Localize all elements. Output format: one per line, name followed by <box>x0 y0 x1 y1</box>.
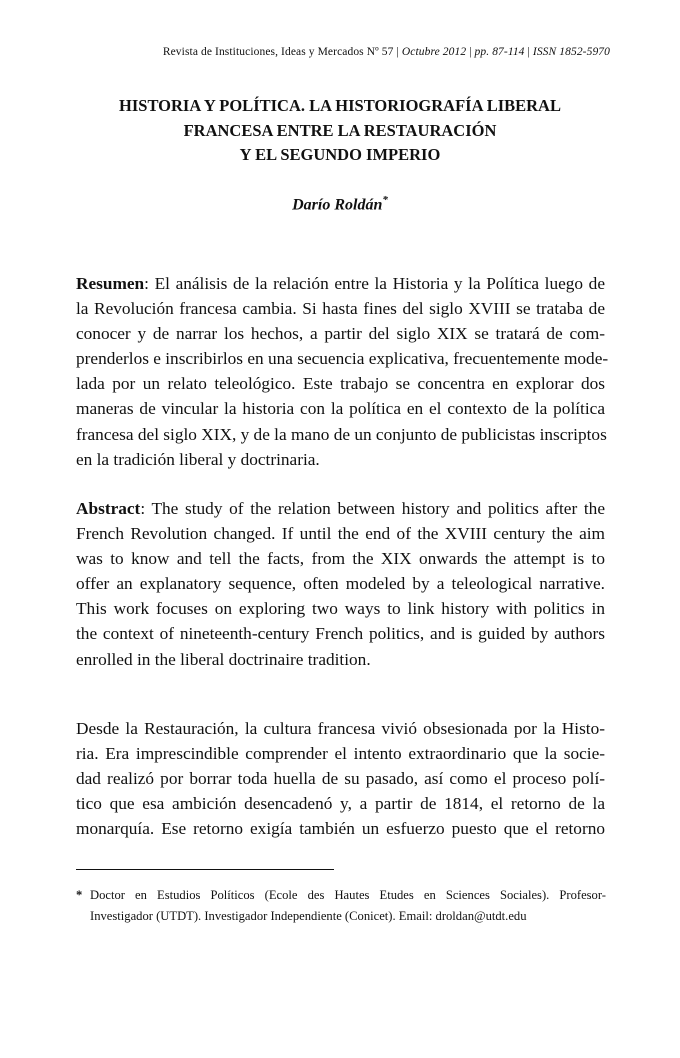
header-separator: | <box>393 46 402 58</box>
body-line: tico que esa ambición desencadenó y, a partir de 1814, el retorno de la <box>76 794 605 814</box>
page-range: pp. 87-114 <box>474 46 525 58</box>
article-title <box>60 94 620 168</box>
author-byline <box>60 194 620 214</box>
footnote-divider <box>76 869 334 870</box>
footnote-line: Investigador (UTDT). Investigador Independiente (Conicet). Email: droldan@utdt.edu <box>90 909 527 923</box>
abstract-line: was to know and tell the facts, from the XIX onwards the attempt is to <box>76 549 605 569</box>
title-line: Y EL SEGUNDO IMPERIO <box>239 145 441 164</box>
journal-name: Revista de Instituciones, Ideas y Mercados Nº 57 <box>162 46 394 58</box>
resumen-line: lada por un relato teleológico. Este trabajo se concentra en explorar dos <box>76 374 605 394</box>
author-name: Darío Roldán <box>292 196 383 214</box>
author-footnote <box>76 885 606 927</box>
header-separator: | <box>466 46 475 58</box>
abstract-line: Abstract: The study of the relation between history and politics after the <box>76 499 605 518</box>
body-line: ria. Era imprescindible comprender el intento extraordinario que la socie- <box>76 744 605 764</box>
resumen-line: en la tradición liberal y doctrinaria. <box>76 449 320 469</box>
resumen-line: francesa del siglo XIX, y de la mano de un conjunto de publicistas inscriptos <box>76 424 607 444</box>
abstract-line: French Revolution changed. If until the end of the XVIII century the aim <box>76 524 605 544</box>
abstract-line: offer an explanatory sequence, often modeled by a teleological narrative. <box>76 574 605 594</box>
abstract-line: This work focuses on exploring two ways to link history with politics in <box>76 599 605 619</box>
abstract-label: Abstract <box>76 499 141 518</box>
body-line: dad realizó por borrar toda huella de su pasado, así como el proceso polí- <box>76 769 605 789</box>
resumen-paragraph <box>76 271 609 472</box>
body-line: monarquía. Ese retorno exigía también un esfuerzo puesto que el retorno <box>76 819 605 839</box>
body-line: Desde la Restauración, la cultura francesa vivió obsesionada por la Histo- <box>76 719 605 738</box>
resumen-label: Resumen <box>76 274 145 293</box>
issn: ISSN 1852-5970 <box>532 46 610 58</box>
title-line: HISTORIA Y POLÍTICA. LA HISTORIOGRAFÍA LIBERAL <box>119 96 561 115</box>
resumen-line: conocer y de narrar los hechos, a partir del siglo XIX se tratará de com- <box>76 324 605 344</box>
resumen-line: maneras de vincular la historia con la política en el contexto de la política <box>76 399 605 419</box>
resumen-line: la Revolución francesa cambia. Si hasta fines del siglo XVIII se trataba de <box>76 299 605 319</box>
running-header <box>60 46 610 58</box>
issue-date: Octubre 2012 <box>401 46 467 58</box>
resumen-line: Resumen: El análisis de la relación entre la Historia y la Política luego de <box>76 274 605 293</box>
body-paragraph <box>76 716 605 841</box>
header-separator: | <box>524 46 533 58</box>
resumen-line: prenderlos e inscribirlos en una secuencia explicativa, frecuentemente mode- <box>76 349 609 369</box>
footnote-line: * Doctor en Estudios Políticos (Ecole des Hautes Etudes en Sciences Sociales). Profesor- <box>76 885 606 906</box>
abstract-line: enrolled in the liberal doctrinaire tradition. <box>76 649 371 669</box>
abstract-line: the context of nineteenth-century French politics, and is guided by authors <box>76 624 605 644</box>
author-footnote-mark[interactable]: * <box>382 194 388 206</box>
title-line: FRANCESA ENTRE LA RESTAURACIÓN <box>183 120 497 140</box>
footnote-mark: * <box>76 888 83 902</box>
abstract-paragraph <box>76 496 605 672</box>
